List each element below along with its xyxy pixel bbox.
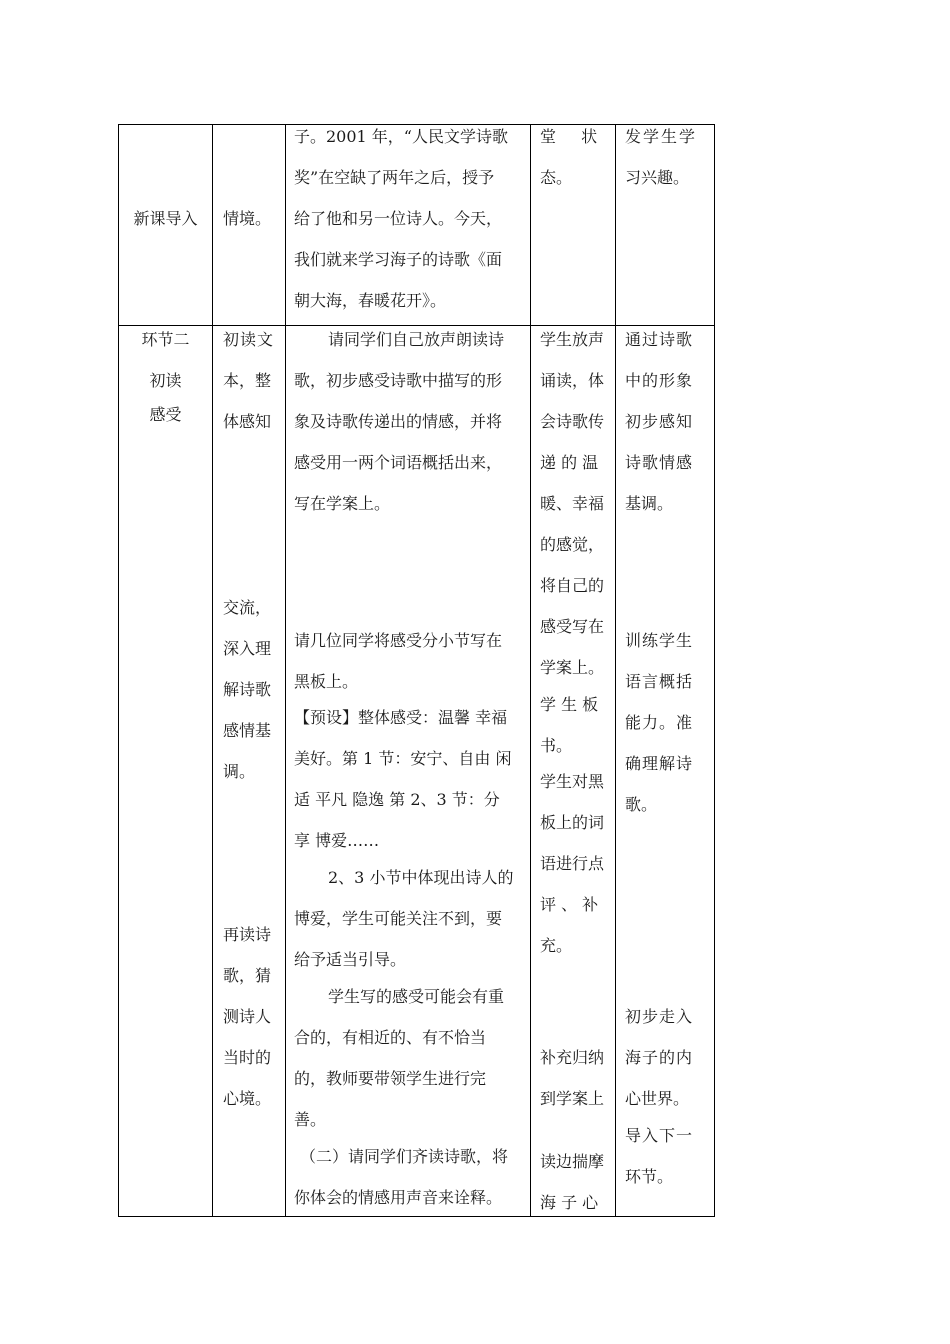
text-line: 导入下一 [625, 1126, 694, 1145]
text-line: 感受用一两个词语概括出来， [294, 453, 503, 472]
text-line: 感受写在 [540, 617, 605, 636]
text-line: 本，整 [223, 371, 272, 390]
text-line: 板上的词 [540, 813, 605, 832]
text-line: 发学生学 [625, 127, 698, 146]
text-line: 奖”在空缺了两年之后，授予 [294, 168, 495, 187]
text-line: 初读文 [223, 330, 275, 349]
text-line: 享 博爱…… [294, 831, 380, 850]
text-line: 能力。准 [625, 713, 694, 732]
text-line: 心世界。 [625, 1089, 690, 1108]
text-line: 初步走入 [625, 1007, 694, 1026]
text-line: 语言概括 [625, 672, 694, 691]
text-line: 书。 [540, 736, 573, 755]
text-line: 会诗歌传 [540, 412, 605, 431]
text-line: 语进行点 [540, 854, 605, 873]
text-line: 态。 [540, 168, 573, 187]
column-divider [530, 124, 531, 1217]
text-line: 环节二 [141, 330, 190, 349]
text-line: 学案上。 [540, 658, 605, 677]
column-divider [615, 124, 616, 1217]
text-line: 学生对黑 [540, 772, 605, 791]
text-line: 充。 [540, 936, 573, 955]
text-line: 适 平凡 隐逸 第 2、3 节：分 [294, 790, 500, 809]
text-line: 将自己的 [540, 576, 605, 595]
table-border-right [714, 124, 715, 1217]
text-line: 解诗歌 [223, 680, 272, 699]
text-line: 体感知 [223, 412, 272, 431]
stage-cell: 新课导入 [133, 209, 198, 228]
text-line: 学生放声 [540, 330, 605, 349]
text-line: 通过诗歌 [625, 330, 694, 349]
text-line: 写在学案上。 [294, 494, 391, 513]
text-line: 确理解诗 [625, 754, 694, 773]
text-line: 海子的内 [625, 1048, 694, 1067]
text-line: 堂 状 [540, 127, 598, 146]
method-cell: 情境。 [223, 209, 272, 228]
text-line: 暖、幸福 [540, 494, 605, 513]
text-line: 歌，猜 [223, 966, 272, 985]
text-line: 诵读，体 [540, 371, 605, 390]
text-line: 的感觉， [540, 535, 605, 554]
text-line: 到学案上 [540, 1089, 605, 1108]
text-line: 给予适当引导。 [294, 950, 407, 969]
text-line: 美好。第 1 节：安宁、自由 闲 [294, 749, 512, 768]
text-line: 学生写的感受可能会有重 [328, 987, 505, 1006]
text-line: （二）请同学们齐读诗歌，将 [300, 1147, 509, 1166]
text-line: 深入理 [223, 639, 272, 658]
text-line: 我们就来学习海子的诗歌《面 [294, 250, 503, 269]
text-line: 子。2001 年，“人民文学诗歌 [294, 127, 508, 146]
text-line: 2、3 小节中体现出诗人的 [328, 868, 514, 887]
text-line: 【预设】整体感受：温馨 幸福 [294, 708, 508, 727]
text-line: 测诗人 [223, 1007, 272, 1026]
text-line: 读边揣摩 [540, 1152, 605, 1171]
text-line: 初步感知 [625, 412, 694, 431]
table-border-left [118, 124, 119, 1217]
text-line: 习兴趣。 [625, 168, 690, 187]
text-line: 再读诗 [223, 925, 272, 944]
text-line: 诗歌情感 [625, 453, 694, 472]
text-line: 请几位同学将感受分小节写在 [294, 631, 503, 650]
column-divider [212, 124, 213, 1217]
text-line: 博爱，学生可能关注不到，要 [294, 909, 503, 928]
text-line: 交流， [223, 598, 272, 617]
text-line: 基调。 [625, 494, 674, 513]
text-line: 初读 [149, 371, 182, 390]
text-line: 歌。 [625, 795, 658, 814]
text-line: 朝大海，春暖花开》。 [294, 291, 447, 310]
text-line: 评 、 补 [540, 895, 599, 914]
text-line: 递 的 温 [540, 453, 599, 472]
text-line: 补充归纳 [540, 1048, 605, 1067]
text-line: 调。 [223, 762, 256, 781]
text-line: 合的，有相近的、有不恰当 [294, 1028, 487, 1047]
text-line: 感受 [149, 405, 182, 424]
text-line: 中的形象 [625, 371, 694, 390]
text-line: 黑板上。 [294, 672, 359, 691]
text-line: 你体会的情感用声音来诠释。 [294, 1188, 503, 1207]
text-line: 环节。 [625, 1167, 674, 1186]
text-line: 当时的 [223, 1048, 272, 1067]
text-line: 象及诗歌传递出的情感，并将 [294, 412, 503, 431]
text-line: 感情基 [223, 721, 272, 740]
text-line: 善。 [294, 1110, 327, 1129]
text-line: 学 生 板 [540, 695, 599, 714]
text-line: 的，教师要带领学生进行完 [294, 1069, 487, 1088]
text-line: 歌，初步感受诗歌中描写的形 [294, 371, 503, 390]
text-line: 给了他和另一位诗人。今天， [294, 209, 503, 228]
text-line: 心境。 [223, 1089, 272, 1108]
column-divider [285, 124, 286, 1217]
text-line: 请同学们自己放声朗读诗 [328, 330, 505, 349]
text-line: 训练学生 [625, 631, 694, 650]
text-line: 海 子 心 [540, 1193, 599, 1212]
